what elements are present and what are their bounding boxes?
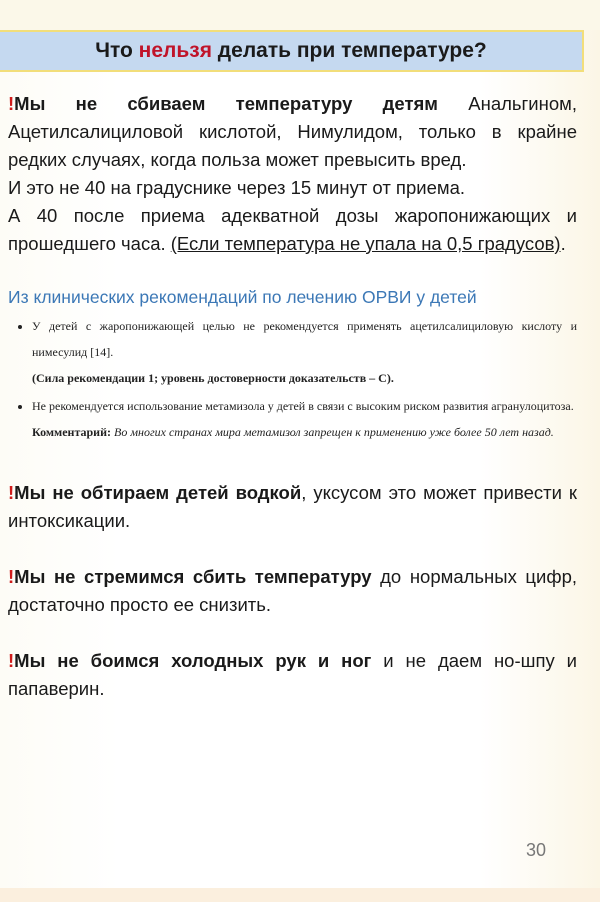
spacer: [8, 619, 577, 647]
bottom-band: [0, 888, 600, 902]
comment-label: Комментарий:: [32, 425, 112, 439]
exclamation-mark: !: [8, 566, 15, 587]
clinical-heading: Из клинических рекомендаций по лечению ОРВИ у детей: [8, 287, 477, 307]
exclamation-mark: !: [8, 482, 15, 503]
underlined-note: (Если температура не упала на 0,5 градусов): [170, 233, 561, 254]
paragraph-text: , уксусом это может привести к интоксикации.: [8, 482, 578, 531]
paragraph-text: и не даем но-шпу и папаверин.: [8, 650, 577, 699]
page-title: [0, 30, 584, 72]
paragraph-text: до нормальных цифр, достаточно просто ее снизить.: [8, 566, 577, 615]
bold-statement: Мы не стремимся сбить температуру: [14, 566, 372, 587]
paragraph-text: Анальгином, Ацетилсалициловой кислотой, Нимулидом, только в крайне редких случаях, когда польза может превысить вред.: [8, 93, 577, 170]
paragraph-antipyretics: [8, 90, 577, 174]
title-part: Что: [95, 39, 139, 62]
top-band: [0, 0, 600, 30]
recommendation-comment: [8, 419, 577, 445]
clinical-recommendations: [8, 313, 577, 445]
title-highlight: нельзя: [138, 39, 212, 62]
bold-statement: Мы не обтираем детей водкой: [14, 482, 302, 503]
paragraph-cold-limbs: [8, 647, 577, 703]
paragraph-thermometer: И это не 40 на градуснике через 15 минут от приема.: [8, 177, 466, 198]
recommendation-item: • Не рекомендуется использование метамизола у детей в связи с высоким риском развития агранулоцитоза.: [32, 393, 577, 419]
paragraph-normal-values: [8, 563, 577, 619]
paragraph-vodka: [8, 479, 577, 535]
recommendation-list: [8, 313, 577, 365]
recommendation-item: • У детей с жаропонижающей целью не рекомендуется применять ацетилсалициловую кислоту и нимесулид [14].: [32, 313, 577, 365]
paragraph-dose: [8, 202, 577, 258]
spacer: [8, 535, 577, 563]
comment-text: Во многих странах мира метамизол запрещен к применению уже более 50 лет назад.: [111, 425, 554, 439]
page-number: 30: [526, 840, 547, 860]
exclamation-mark: !: [8, 93, 15, 114]
spacer: [8, 445, 577, 479]
recommendation-strength: (Сила рекомендации 1; уровень достоверности доказательств – С).: [32, 371, 394, 385]
bold-statement: Мы не боимся холодных рук и ног: [14, 650, 372, 671]
recommendation-list: [8, 393, 577, 419]
exclamation-mark: !: [8, 650, 15, 671]
paragraph-text: А 40 после приема адекватной дозы жаропонижающих и прошедшего часа.: [8, 205, 577, 254]
bold-statement: Мы не сбиваем температуру детям: [14, 93, 438, 114]
title-part: делать при температуре?: [211, 39, 487, 62]
paragraph-end: .: [560, 233, 566, 254]
content-body: [8, 90, 577, 703]
